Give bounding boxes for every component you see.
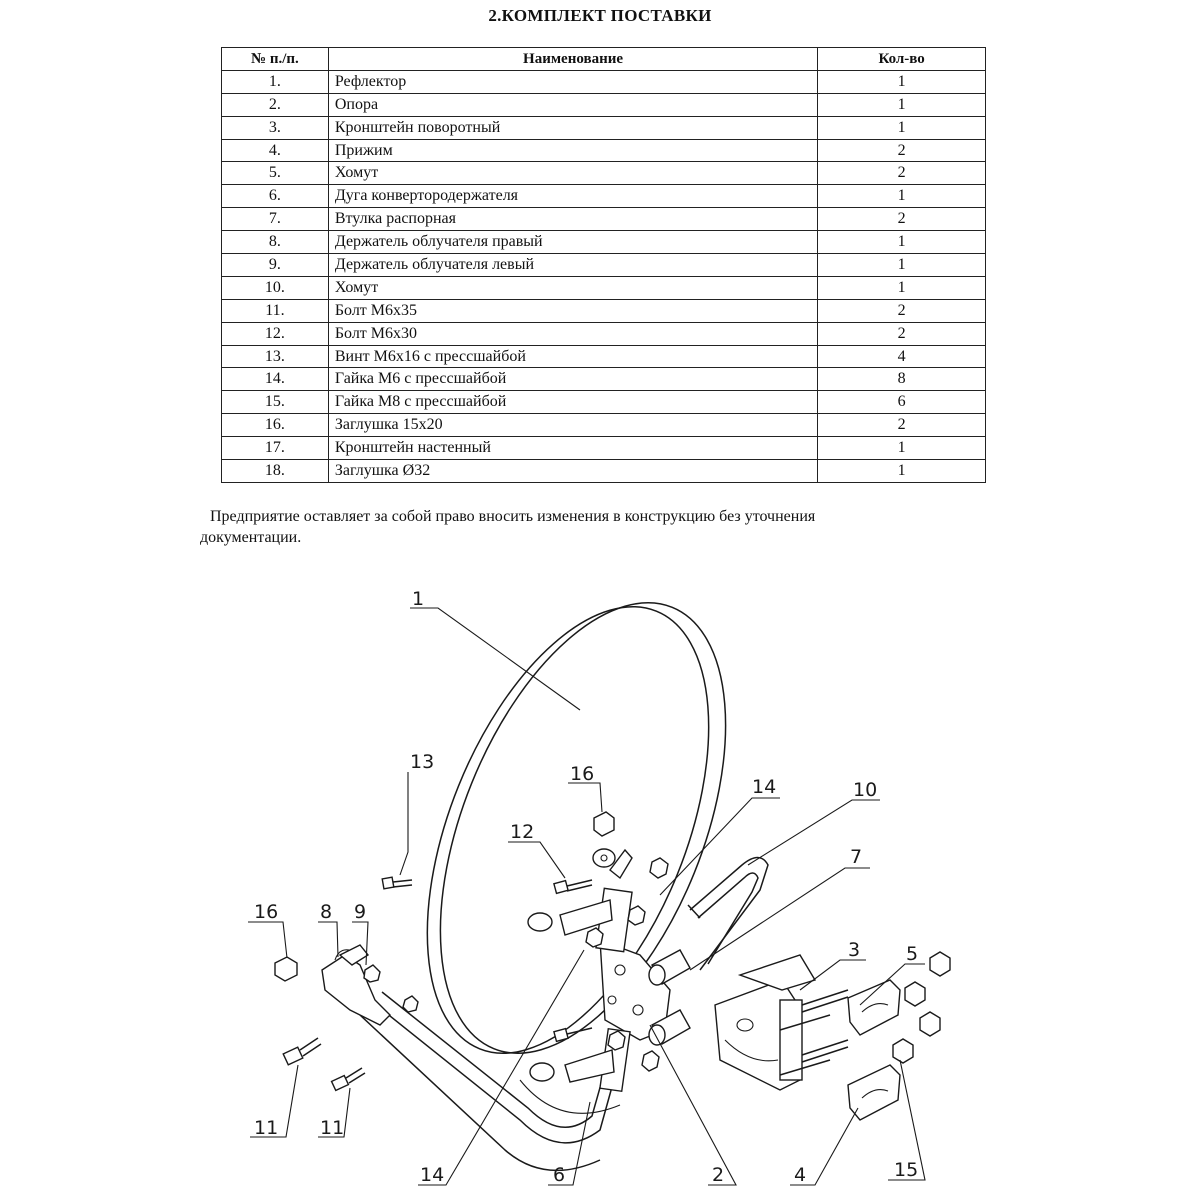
table-row bbox=[222, 322, 986, 345]
row-number: 4. bbox=[222, 139, 329, 162]
header-quantity: Кол-во bbox=[818, 48, 986, 71]
callout-12: 12 bbox=[510, 821, 535, 843]
row-quantity: 2 bbox=[818, 139, 986, 162]
row-name: Гайка М6 с прессшайбой bbox=[328, 368, 817, 391]
plug-left bbox=[275, 957, 297, 981]
row-quantity: 2 bbox=[818, 414, 986, 437]
header-name: Наименование bbox=[328, 48, 817, 71]
note-line-2: документации. bbox=[200, 529, 302, 546]
table-row bbox=[222, 139, 986, 162]
row-number: 9. bbox=[222, 254, 329, 277]
row-name: Болт М6х30 bbox=[328, 322, 817, 345]
row-quantity: 1 bbox=[818, 93, 986, 116]
row-name: Втулка распорная bbox=[328, 208, 817, 231]
feed-holders bbox=[322, 945, 418, 1025]
washer-top bbox=[593, 849, 615, 867]
table-row bbox=[222, 299, 986, 322]
row-number: 17. bbox=[222, 437, 329, 460]
callout-16-left: 16 bbox=[254, 901, 279, 923]
note-line-1: Предприятие оставляет за собой право вносить изменения в конструкцию без уточнения bbox=[210, 508, 816, 525]
row-quantity: 6 bbox=[818, 391, 986, 414]
header-number: № п./п. bbox=[222, 48, 329, 71]
table-row bbox=[222, 185, 986, 208]
row-number: 5. bbox=[222, 162, 329, 185]
bolt-m6x30 bbox=[554, 880, 592, 1041]
nut-14-top bbox=[650, 858, 668, 878]
callout-16-top: 16 bbox=[570, 763, 595, 785]
row-name: Держатель облучателя правый bbox=[328, 231, 817, 254]
row-quantity: 2 bbox=[818, 322, 986, 345]
row-quantity: 1 bbox=[818, 460, 986, 483]
row-number: 12. bbox=[222, 322, 329, 345]
row-number: 10. bbox=[222, 276, 329, 299]
row-number: 15. bbox=[222, 391, 329, 414]
callout-5: 5 bbox=[906, 943, 919, 965]
callout-7: 7 bbox=[850, 846, 863, 868]
table-header-row bbox=[222, 48, 986, 71]
table-row bbox=[222, 70, 986, 93]
row-number: 6. bbox=[222, 185, 329, 208]
clamp-5 bbox=[848, 980, 900, 1035]
delivery-set-table bbox=[221, 47, 986, 483]
row-name: Держатель облучателя левый bbox=[328, 254, 817, 277]
exploded-assembly-drawing bbox=[0, 560, 1200, 1200]
callout-15: 15 bbox=[894, 1159, 919, 1181]
row-number: 16. bbox=[222, 414, 329, 437]
nut-14-mid bbox=[628, 906, 645, 925]
row-number: 11. bbox=[222, 299, 329, 322]
row-name: Кронштейн настенный bbox=[328, 437, 817, 460]
row-name: Опора bbox=[328, 93, 817, 116]
table-row bbox=[222, 414, 986, 437]
callout-6: 6 bbox=[553, 1164, 566, 1186]
callout-14-top: 14 bbox=[752, 776, 777, 798]
table-row bbox=[222, 231, 986, 254]
table-row bbox=[222, 391, 986, 414]
row-quantity: 1 bbox=[818, 231, 986, 254]
row-name: Дуга конвертородержателя bbox=[328, 185, 817, 208]
row-name: Кронштейн поворотный bbox=[328, 116, 817, 139]
row-quantity: 2 bbox=[818, 208, 986, 231]
table-row bbox=[222, 345, 986, 368]
table-row bbox=[222, 93, 986, 116]
feed-arc bbox=[360, 992, 625, 1170]
table-row bbox=[222, 368, 986, 391]
row-number: 8. bbox=[222, 231, 329, 254]
table-row bbox=[222, 437, 986, 460]
row-name: Хомут bbox=[328, 276, 817, 299]
row-name: Рефлектор bbox=[328, 70, 817, 93]
screw-m6x16 bbox=[382, 877, 412, 889]
row-number: 2. bbox=[222, 93, 329, 116]
row-quantity: 8 bbox=[818, 368, 986, 391]
nut-14-bottom bbox=[642, 1051, 659, 1071]
clamp-u-bolt bbox=[688, 858, 768, 971]
row-quantity: 2 bbox=[818, 299, 986, 322]
nuts-m8 bbox=[893, 952, 950, 1063]
callout-14-bottom: 14 bbox=[420, 1164, 445, 1186]
row-name: Болт М6х35 bbox=[328, 299, 817, 322]
row-number: 13. bbox=[222, 345, 329, 368]
disclaimer-note bbox=[200, 506, 996, 548]
callout-leaders bbox=[248, 608, 925, 1185]
callout-11-right: 11 bbox=[320, 1117, 345, 1139]
row-quantity: 1 bbox=[818, 276, 986, 299]
section-title: 2.КОМПЛЕКТ ПОСТАВКИ bbox=[488, 6, 712, 25]
row-quantity: 1 bbox=[818, 185, 986, 208]
row-quantity: 4 bbox=[818, 345, 986, 368]
row-quantity: 1 bbox=[818, 116, 986, 139]
row-number: 7. bbox=[222, 208, 329, 231]
table-row bbox=[222, 162, 986, 185]
callout-4: 4 bbox=[794, 1164, 807, 1186]
plug-top bbox=[594, 812, 614, 836]
row-name: Прижим bbox=[328, 139, 817, 162]
callout-1: 1 bbox=[412, 588, 425, 610]
row-name: Гайка М8 с прессшайбой bbox=[328, 391, 817, 414]
table-row bbox=[222, 208, 986, 231]
callout-9: 9 bbox=[354, 901, 367, 923]
table-row bbox=[222, 276, 986, 299]
callout-10: 10 bbox=[853, 779, 878, 801]
row-name: Заглушка Ø32 bbox=[328, 460, 817, 483]
row-quantity: 1 bbox=[818, 437, 986, 460]
callout-11-left: 11 bbox=[254, 1117, 279, 1139]
table-row bbox=[222, 460, 986, 483]
row-quantity: 2 bbox=[818, 162, 986, 185]
callout-13: 13 bbox=[410, 751, 435, 773]
row-name: Заглушка 15х20 bbox=[328, 414, 817, 437]
row-quantity: 1 bbox=[818, 254, 986, 277]
row-number: 1. bbox=[222, 70, 329, 93]
row-name: Винт М6х16 с прессшайбой bbox=[328, 345, 817, 368]
row-quantity: 1 bbox=[818, 70, 986, 93]
table-row bbox=[222, 254, 986, 277]
callout-8: 8 bbox=[320, 901, 333, 923]
callout-2: 2 bbox=[712, 1164, 725, 1186]
row-number: 18. bbox=[222, 460, 329, 483]
row-number: 14. bbox=[222, 368, 329, 391]
row-name: Хомут bbox=[328, 162, 817, 185]
table-row bbox=[222, 116, 986, 139]
callout-3: 3 bbox=[848, 939, 861, 961]
row-number: 3. bbox=[222, 116, 329, 139]
